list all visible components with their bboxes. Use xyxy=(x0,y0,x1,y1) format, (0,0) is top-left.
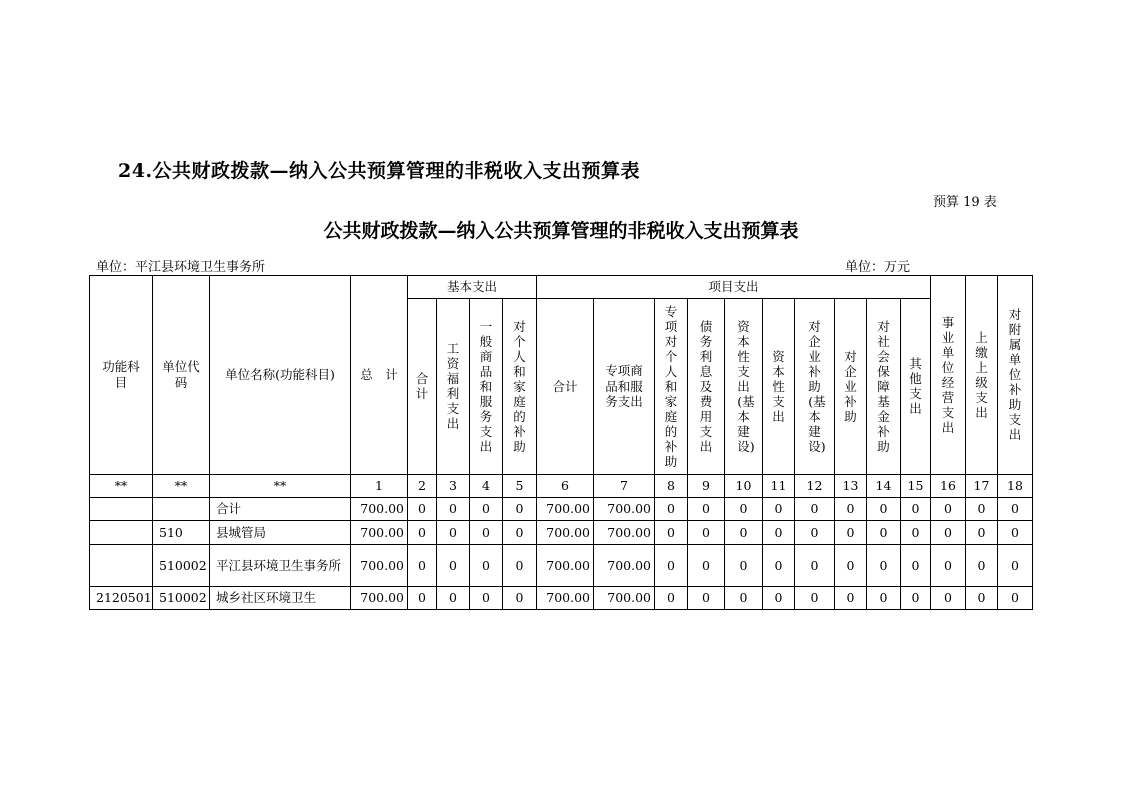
cell-value: 0 xyxy=(437,498,470,521)
header-basic-col: 工资福利支出 xyxy=(437,299,470,475)
header-project-col: 对社会保障基金补助 xyxy=(867,299,901,475)
header-unit-name: 单位名称(功能科目) xyxy=(210,276,351,475)
index-cell: 10 xyxy=(725,475,763,498)
cell-value: 0 xyxy=(437,545,470,587)
cell-value: 0 xyxy=(655,545,688,587)
cell-value: 0 xyxy=(931,521,966,545)
index-cell: 17 xyxy=(966,475,998,498)
cell-value: 0 xyxy=(470,587,503,610)
index-cell: ** xyxy=(90,475,153,498)
cell-unit-code: 510002 xyxy=(153,587,210,610)
table-title: 公共财政拨款—纳入公共预算管理的非税收入支出预算表 xyxy=(323,220,799,242)
cell-value: 0 xyxy=(408,498,437,521)
cell-value: 0 xyxy=(867,545,901,587)
currency-unit-label: 单位：万元 xyxy=(845,260,911,275)
cell-value: 0 xyxy=(503,587,537,610)
table-row xyxy=(90,587,1033,610)
cell-func-subject xyxy=(90,498,153,521)
index-cell: 13 xyxy=(835,475,867,498)
cell-unit-code: 510002 xyxy=(153,545,210,587)
header-project-col: 资本性支出(基本建设) xyxy=(725,299,763,475)
cell-value: 0 xyxy=(725,545,763,587)
cell-func-subject: 2120501 xyxy=(90,587,153,610)
header-tail-col: 事业单位经营支出 xyxy=(931,276,966,475)
cell-value: 0 xyxy=(408,545,437,587)
cell-value: 0 xyxy=(835,521,867,545)
cell-value: 0 xyxy=(503,545,537,587)
budget-table xyxy=(89,275,1033,610)
cell-value: 0 xyxy=(998,587,1033,610)
cell-value: 0 xyxy=(931,545,966,587)
cell-total: 700.00 xyxy=(351,498,408,521)
cell-value: 0 xyxy=(966,587,998,610)
cell-value: 0 xyxy=(931,498,966,521)
cell-value: 0 xyxy=(931,587,966,610)
cell-value: 0 xyxy=(966,521,998,545)
index-cell: ** xyxy=(210,475,351,498)
index-cell: ** xyxy=(153,475,210,498)
header-tail-col: 上缴上级支出 xyxy=(966,276,998,475)
cell-unit-name: 平江县环境卫生事务所 xyxy=(210,545,351,587)
cell-value: 0 xyxy=(437,587,470,610)
header-project-col: 对企业补助(基本建设) xyxy=(795,299,835,475)
cell-value: 700.00 xyxy=(594,545,655,587)
index-cell: 8 xyxy=(655,475,688,498)
header-basic-col: 对个人和家庭的补助 xyxy=(503,299,537,475)
cell-value: 0 xyxy=(655,587,688,610)
index-cell: 9 xyxy=(688,475,725,498)
cell-total: 700.00 xyxy=(351,545,408,587)
cell-value: 0 xyxy=(867,498,901,521)
header-project-col: 专项对个人和家庭的补助 xyxy=(655,299,688,475)
cell-value: 0 xyxy=(437,521,470,545)
cell-value: 0 xyxy=(901,587,931,610)
cell-total: 700.00 xyxy=(351,521,408,545)
cell-value: 0 xyxy=(763,545,795,587)
cell-value: 0 xyxy=(795,521,835,545)
table-row xyxy=(90,545,1033,587)
cell-value: 0 xyxy=(470,521,503,545)
cell-value: 0 xyxy=(795,587,835,610)
index-cell: 3 xyxy=(437,475,470,498)
cell-value: 0 xyxy=(725,587,763,610)
cell-value: 0 xyxy=(688,521,725,545)
cell-value: 0 xyxy=(835,545,867,587)
cell-value: 0 xyxy=(470,545,503,587)
header-project-col: 对企业补助 xyxy=(835,299,867,475)
index-cell: 16 xyxy=(931,475,966,498)
index-cell: 7 xyxy=(594,475,655,498)
header-project-col: 债务利息及费用支出 xyxy=(688,299,725,475)
cell-value: 0 xyxy=(688,545,725,587)
cell-unit-name: 合计 xyxy=(210,498,351,521)
cell-func-subject xyxy=(90,545,153,587)
header-project-col: 合计 xyxy=(537,299,594,475)
cell-value: 0 xyxy=(408,587,437,610)
cell-value: 0 xyxy=(503,521,537,545)
cell-value: 0 xyxy=(867,587,901,610)
header-unit-code: 单位代码 xyxy=(153,276,210,475)
cell-value: 700.00 xyxy=(594,521,655,545)
unit-name-label: 单位：平江县环境卫生事务所 xyxy=(96,260,266,275)
cell-value: 0 xyxy=(655,498,688,521)
cell-value: 0 xyxy=(966,498,998,521)
cell-unit-name: 城乡社区环境卫生 xyxy=(210,587,351,610)
cell-value: 0 xyxy=(725,521,763,545)
index-cell: 2 xyxy=(408,475,437,498)
cell-value: 0 xyxy=(763,498,795,521)
cell-value: 0 xyxy=(795,545,835,587)
header-project-expenditure: 项目支出 xyxy=(537,276,931,299)
cell-value: 700.00 xyxy=(594,587,655,610)
cell-value: 0 xyxy=(998,521,1033,545)
index-cell: 15 xyxy=(901,475,931,498)
header-tail-col: 对附属单位补助支出 xyxy=(998,276,1033,475)
cell-value: 0 xyxy=(725,498,763,521)
cell-value: 700.00 xyxy=(537,587,594,610)
cell-unit-code xyxy=(153,498,210,521)
header-basic-col: 一般商品和服务支出 xyxy=(470,299,503,475)
cell-value: 0 xyxy=(867,521,901,545)
cell-value: 0 xyxy=(503,498,537,521)
cell-unit-code: 510 xyxy=(153,521,210,545)
table-number: 预算 19 表 xyxy=(933,195,997,210)
cell-value: 0 xyxy=(835,498,867,521)
index-cell: 1 xyxy=(351,475,408,498)
cell-value: 0 xyxy=(901,498,931,521)
cell-value: 0 xyxy=(901,521,931,545)
index-cell: 6 xyxy=(537,475,594,498)
cell-value: 700.00 xyxy=(537,521,594,545)
header-basic-expenditure: 基本支出 xyxy=(408,276,537,299)
cell-value: 0 xyxy=(901,545,931,587)
table-row xyxy=(90,521,1033,545)
index-cell: 14 xyxy=(867,475,901,498)
column-index-row xyxy=(90,475,1033,498)
cell-value: 0 xyxy=(408,521,437,545)
cell-value: 0 xyxy=(688,498,725,521)
cell-value: 700.00 xyxy=(537,545,594,587)
cell-value: 0 xyxy=(998,498,1033,521)
cell-value: 0 xyxy=(966,545,998,587)
cell-value: 0 xyxy=(470,498,503,521)
cell-value: 0 xyxy=(998,545,1033,587)
table-row xyxy=(90,498,1033,521)
cell-value: 0 xyxy=(688,587,725,610)
header-func-subject: 功能科目 xyxy=(90,276,153,475)
index-cell: 5 xyxy=(503,475,537,498)
header-project-col: 其他支出 xyxy=(901,299,931,475)
cell-value: 0 xyxy=(655,521,688,545)
cell-value: 0 xyxy=(835,587,867,610)
index-cell: 11 xyxy=(763,475,795,498)
index-cell: 4 xyxy=(470,475,503,498)
cell-unit-name: 县城管局 xyxy=(210,521,351,545)
header-basic-col: 合计 xyxy=(408,299,437,475)
header-total: 总 计 xyxy=(351,276,408,475)
header-project-col: 专项商品和服务支出 xyxy=(594,299,655,475)
cell-value: 0 xyxy=(763,587,795,610)
cell-value: 0 xyxy=(763,521,795,545)
cell-value: 700.00 xyxy=(594,498,655,521)
cell-value: 700.00 xyxy=(537,498,594,521)
cell-func-subject xyxy=(90,521,153,545)
index-cell: 18 xyxy=(998,475,1033,498)
header-project-col: 资本性支出 xyxy=(763,299,795,475)
index-cell: 12 xyxy=(795,475,835,498)
cell-value: 0 xyxy=(795,498,835,521)
section-title: 24.公共财政拨款—纳入公共预算管理的非税收入支出预算表 xyxy=(118,160,641,182)
cell-total: 700.00 xyxy=(351,587,408,610)
